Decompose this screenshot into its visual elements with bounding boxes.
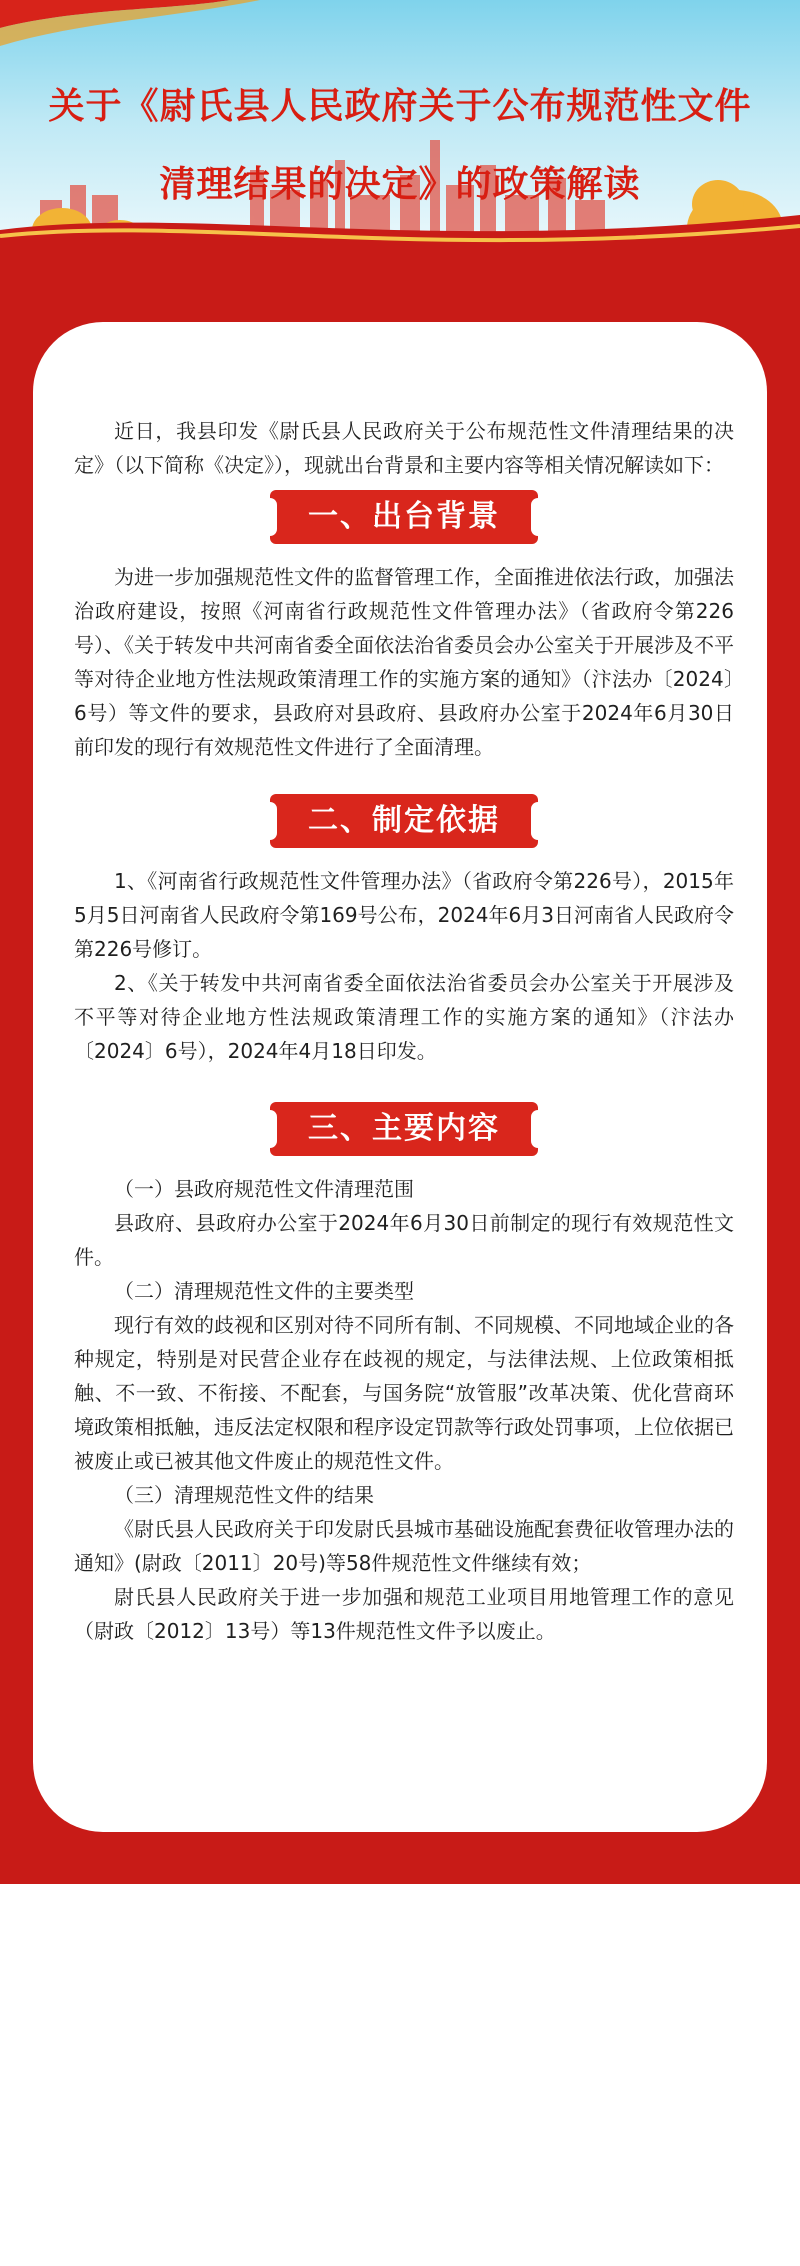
basis-item-1: 1、《河南省行政规范性文件管理办法》（省政府令第226号），2015年5月5日河南省人民政府令第169号公布，2024年6月3日河南省人民政府令第226号修订。 xyxy=(74,869,734,961)
section-heading-content: 三、主要内容 xyxy=(270,1102,538,1156)
section-heading-background: 一、出台背景 xyxy=(270,490,538,544)
results-paragraph-valid: 《尉氏县人民政府关于印发尉氏县城市基础设施配套费征收管理办法的通知》(尉政〔2011〕20号)等58件规范性文件继续有效； xyxy=(74,1517,734,1575)
background-paragraph: 为进一步加强规范性文件的监督管理工作，全面推进依法行政，加强法治政府建设，按照《河南省行政规范性文件管理办法》（省政府令第226号）、《关于转发中共河南省委全面依法治省委员会办公室关于开展涉及不平等对待企业地方性法规政策清理工作的实施方案的通知》（汴法办〔2024〕6号）等文件的要求，县政府对县政府、县政府办公室于2024年6月30日前印发的现行有效规范性文件进行了全面清理。 xyxy=(74,565,734,759)
results-paragraph-repealed: 尉氏县人民政府关于进一步加强和规范工业项目用地管理工作的意见（尉政〔2012〕13号）等13件规范性文件予以废止。 xyxy=(74,1585,734,1643)
subheading-results: （三）清理规范性文件的结果 xyxy=(114,1483,374,1507)
types-paragraph: 现行有效的歧视和区别对待不同所有制、不同规模、不同地域企业的各种规定，特别是对民营企业存在歧视的规定，与法律法规、上位政策相抵触、不一致、不衔接、不配套，与国务院“放管服”改革决策、优化营商环境政策相抵触，违反法定权限和程序设定罚款等行政处罚事项，上位依据已被废止或已被其他文件废止的规范性文件。 xyxy=(74,1313,734,1473)
section-heading-basis: 二、制定依据 xyxy=(270,794,538,848)
scope-paragraph: 县政府、县政府办公室于2024年6月30日前制定的现行有效规范性文件。 xyxy=(74,1211,734,1269)
subheading-scope: （一）县政府规范性文件清理范围 xyxy=(114,1177,414,1201)
basis-item-2: 2、《关于转发中共河南省委全面依法治省委员会办公室关于开展涉及不平等对待企业地方性法规政策清理工作的实施方案的通知》（汴法办〔2024〕6号），2024年4月18日印发。 xyxy=(74,971,734,1063)
document-body xyxy=(74,414,734,1648)
title-line-2: 清理结果的决定》的政策解读 xyxy=(159,164,641,205)
page-title xyxy=(0,68,800,224)
title-line-1: 关于《尉氏县人民政府关于公布规范性文件 xyxy=(48,86,752,127)
header-banner xyxy=(0,0,800,270)
intro-paragraph: 近日，我县印发《尉氏县人民政府关于公布规范性文件清理结果的决定》（以下简称《决定》），现就出台背景和主要内容等相关情况解读如下： xyxy=(74,419,734,477)
subheading-types: （二）清理规范性文件的主要类型 xyxy=(114,1279,414,1303)
